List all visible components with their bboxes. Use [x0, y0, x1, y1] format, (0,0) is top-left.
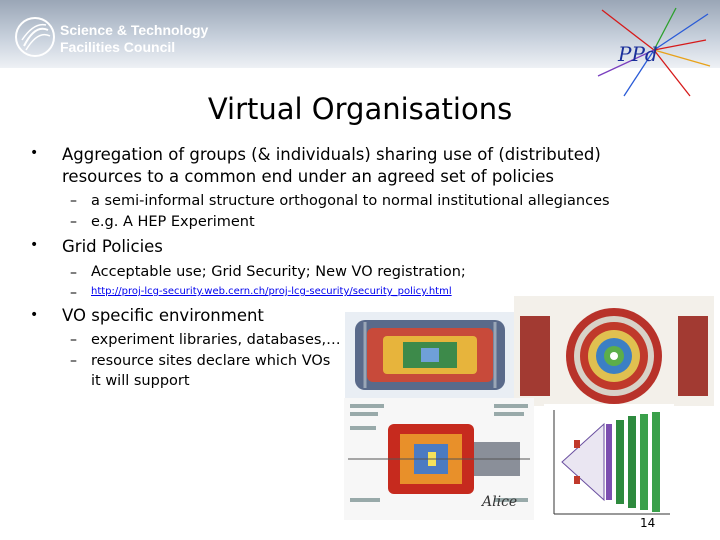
stfc-logo: [14, 16, 56, 58]
security-policy-link[interactable]: http://proj-lcg-security.web.cern.ch/proj-lcg-security/security_policy.html: [91, 286, 452, 297]
detector-image-alice: [344, 398, 534, 520]
slide-title: Virtual Organisations: [207, 92, 513, 126]
bullet-1-line-1: Aggregation of groups (& individuals) sharing use of (distributed): [62, 145, 601, 164]
sub-dash: –: [70, 193, 77, 209]
sub-dash: –: [70, 265, 77, 281]
ppd-logo-text: PPd: [618, 42, 658, 66]
sub-dash: –: [70, 285, 77, 301]
bullet-3-sub-2: resource sites declare which VOs: [91, 353, 331, 369]
bullet-dot: •: [30, 307, 39, 323]
bullet-3-sub-2-cont: it will support: [91, 373, 190, 389]
detector-image-lhcb: [544, 404, 674, 520]
ppd-logo: [596, 6, 714, 98]
bullet-dot: •: [30, 237, 39, 253]
bullet-dot: •: [30, 145, 39, 161]
alice-label: Alice: [482, 494, 518, 510]
sub-dash: –: [70, 332, 77, 348]
bullet-1-sub-2: e.g. A HEP Experiment: [91, 214, 255, 230]
org-line-1: Science & Technology: [60, 22, 209, 38]
bullet-2-text: Grid Policies: [62, 237, 163, 256]
bullet-3-sub-1: experiment libraries, databases,…: [91, 332, 341, 348]
detector-image-atlas: [345, 312, 515, 398]
sub-dash: –: [70, 353, 77, 369]
page-number: 14: [640, 516, 656, 530]
detector-image-cms: [514, 296, 714, 406]
bullet-1-line-2: resources to a common end under an agreed set of policies: [62, 167, 554, 186]
org-line-2: Facilities Council: [60, 39, 176, 55]
sub-dash: –: [70, 214, 77, 230]
bullet-1-sub-1: a semi-informal structure orthogonal to normal institutional allegiances: [91, 193, 610, 209]
organisation-name: [60, 22, 208, 56]
bullet-2-sub-1: Acceptable use; Grid Security; New VO registration;: [91, 264, 466, 280]
bullet-3-text: VO specific environment: [62, 306, 264, 325]
